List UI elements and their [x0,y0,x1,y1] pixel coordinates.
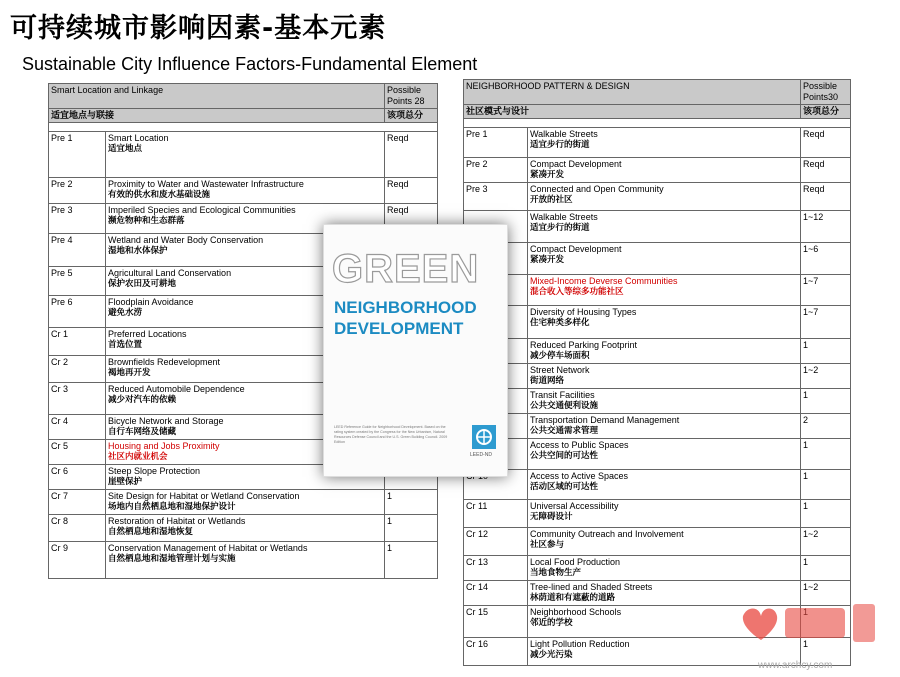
table-row [464,158,851,183]
credit-id-cell: Cr 13 [464,556,528,581]
table-points-header-cell: Possible Points30 [801,80,851,105]
credit-name-cell [528,556,801,581]
credit-name-cell [528,500,801,528]
credit-name-zh: 避免水涝 [108,308,143,318]
credit-name-zh: 自然栖息地和湿地恢复 [108,527,194,537]
credit-name-en: Imperiled Species and Ecological Communities [108,205,296,215]
credit-points-cell: 1~2 [801,528,851,556]
book-fine-print: LEED Reference Guide for Neighborhood Development. Based on the rating system created by the Congress for the New Urbanism, Natural Resources Defense Council and the U.S. Green Building Council. 2009 Edition [334,425,448,444]
credit-id-cell: Cr 8 [49,515,106,542]
credit-name-zh: 适宜步行的街道 [530,223,590,233]
table-spacer-row [49,123,438,132]
credit-name-cell [106,542,385,579]
table-points-zh-cell: 该项总分 [801,105,851,119]
credit-name-zh: 街道网络 [530,376,565,386]
credit-name-en: Restoration of Habitat or Wetlands [108,516,246,526]
credit-id-cell: Cr 5 [49,440,106,465]
table-category-cell: NEIGHBORHOOD PATTERN & DESIGN [464,80,801,105]
credit-name-zh: 紧凑开发 [530,255,565,265]
table-category-zh-cell: 社区模式与设计 [464,105,801,119]
credit-name-zh: 湿地和水体保护 [108,246,168,256]
credit-name-en: Preferred Locations [108,329,187,339]
credit-name-cell [528,183,801,211]
credit-name-cell [528,414,801,439]
credit-points-cell: Reqd [385,178,438,204]
credit-name-cell [106,515,385,542]
table-row [464,275,851,306]
book-title-nd [334,297,477,339]
credit-points-cell: 1~7 [801,275,851,306]
table-row [464,183,851,211]
credit-name-en: Neighborhood Schools [530,607,622,617]
credit-name-en: Diversity of Housing Types [530,307,637,317]
credit-name-en: Reduced Parking Footprint [530,340,638,350]
credit-name-zh: 社区参与 [530,540,565,550]
table-spacer-cell [49,123,438,132]
credit-name-zh: 公共交通需求管理 [530,426,599,436]
credit-name-cell [528,389,801,414]
credit-points-cell: 1 [801,389,851,414]
credit-points-cell: 1 [801,470,851,500]
credit-name-zh: 减少停车场面积 [530,351,590,361]
credit-points-cell: 1 [801,556,851,581]
credit-name-cell [528,339,801,364]
table-row [49,132,438,178]
credit-points-cell: 1 [385,515,438,542]
credit-id-cell: Cr 7 [49,490,106,515]
table-row [464,389,851,414]
credit-name-zh: 住宅种类多样化 [530,318,590,328]
credit-name-en: Community Outreach and Involvement [530,529,684,539]
table-row [464,306,851,339]
credit-name-en: Agricultural Land Conservation [108,268,232,278]
credit-id-cell: Pre 1 [464,128,528,158]
table-header-row [464,80,851,105]
table-row [464,128,851,158]
credit-name-en: Tree-lined and Shaded Streets [530,582,653,592]
credit-name-cell [528,158,801,183]
credit-name-en: Proximity to Water and Wastewater Infrastructure [108,179,304,189]
credit-name-zh: 开放的社区 [530,195,573,205]
credit-name-zh: 公共空间的可达性 [530,451,599,461]
credit-name-en: Housing and Jobs Proximity [108,441,220,451]
credit-name-zh: 减少光污染 [530,650,573,660]
credit-points-cell: 1 [801,500,851,528]
credit-name-en: Walkable Streets [530,212,598,222]
leed-logo-icon [472,425,496,449]
credit-name-zh: 崖壁保护 [108,477,143,487]
credit-id-cell: Cr 3 [49,383,106,415]
table-row [464,414,851,439]
credit-name-en: Mixed-Income Deverse Communities [530,276,678,286]
credit-name-cell [528,128,801,158]
page-subtitle: Sustainable City Influence Factors-Fundamental Element [22,54,478,74]
credit-points-cell: 1~12 [801,211,851,243]
credit-id-cell: Pre 3 [49,204,106,234]
credit-name-cell [528,306,801,339]
book-title-green: GREEN [332,247,480,291]
book-title-line3: DEVELOPMENT [334,319,464,338]
table-category-zh-cell: 适宜地点与联接 [49,109,385,123]
credit-id-cell: Pre 5 [49,267,106,296]
credit-name-en: Compact Development [530,244,622,254]
watermark-url: www.archcy.com [758,660,833,671]
credit-id-cell: Cr 12 [464,528,528,556]
credit-id-cell: Cr 6 [49,465,106,490]
credit-points-cell: Reqd [801,183,851,211]
credit-points-cell: 1 [801,638,851,666]
table-points-zh-cell: 该项总分 [385,109,438,123]
credit-name-zh: 自然栖息地和湿地管理计划与实施 [108,554,236,564]
neighborhood-pattern-table [463,79,851,666]
credit-name-zh: 适宜地点 [108,144,143,154]
credit-points-cell: 1 [801,439,851,470]
credit-name-cell [528,364,801,389]
credit-name-en: Access to Public Spaces [530,440,629,450]
credit-name-cell [528,243,801,275]
credit-id-cell: Pre 3 [464,183,528,211]
credit-name-cell [106,178,385,204]
credit-name-en: Steep Slope Protection [108,466,201,476]
table-row [464,439,851,470]
credit-name-en: Floodplain Avoidance [108,297,194,307]
credit-id-cell: Cr 14 [464,581,528,606]
credit-name-zh: 当地食物生产 [530,568,582,578]
credit-name-en: Compact Development [530,159,622,169]
table-row [49,178,438,204]
credit-name-en: Smart Location [108,133,169,143]
table-spacer-cell [464,119,851,128]
credit-name-en: Universal Accessibility [530,501,619,511]
table-points-header-cell: Possible Points 28 [385,84,438,109]
credit-name-cell [528,470,801,500]
credit-points-cell: Reqd [801,128,851,158]
table-header-row-zh [464,105,851,119]
table-row [464,528,851,556]
credit-name-cell [528,439,801,470]
page-title: 可持续城市影响因素-基本元素 [10,13,387,44]
table-row [464,470,851,500]
credit-id-cell: Pre 4 [49,234,106,267]
credit-name-en: Brownfields Redevelopment [108,357,221,367]
credit-name-zh: 活动区域的可达性 [530,482,599,492]
credit-name-en: Site Design for Habitat or Wetland Conservation [108,491,300,501]
credit-points-cell: 1~7 [801,306,851,339]
table-header-row-zh [49,109,438,123]
credit-name-cell [528,211,801,243]
book-title-line2: NEIGHBORHOOD [334,298,477,317]
credit-id-cell: Pre 2 [464,158,528,183]
credit-id-cell: Cr 9 [49,542,106,579]
credit-name-en: Walkable Streets [530,129,598,139]
credit-name-zh: 减少对汽车的依赖 [108,395,177,405]
credit-points-cell: 2 [801,414,851,439]
credit-name-cell [106,132,385,178]
credit-points-cell: 1~2 [801,581,851,606]
credit-name-cell [528,528,801,556]
credit-name-en: Wetland and Water Body Conservation [108,235,264,245]
table-category-cell: Smart Location and Linkage [49,84,385,109]
credit-name-en: Connected and Open Community [530,184,664,194]
credit-name-en: Light Pollution Reduction [530,639,630,649]
credit-name-zh: 保护农田及可耕地 [108,279,177,289]
credit-id-cell: Cr 4 [49,415,106,440]
table-row [49,490,438,515]
credit-points-cell: 1 [385,490,438,515]
book-cover-image [323,224,508,477]
table-row [464,364,851,389]
credit-name-en: Conservation Management of Habitat or Wetlands [108,543,308,553]
credit-name-zh: 场地内自然栖息地和湿地保护设计 [108,502,236,512]
credit-name-en: Street Network [530,365,590,375]
table-row [464,339,851,364]
credit-name-en: Bicycle Network and Storage [108,416,224,426]
credit-id-cell: Cr 11 [464,500,528,528]
credit-name-en: Transportation Demand Management [530,415,680,425]
table-row [49,542,438,579]
credit-id-cell: Cr 15 [464,606,528,638]
credit-points-cell: Reqd [385,204,438,234]
credit-name-zh: 有效的供水和废水基础设施 [108,190,211,200]
credit-id-cell: Cr 16 [464,638,528,666]
credit-name-en: Transit Facilities [530,390,595,400]
credit-name-zh: 公共交通便利设施 [530,401,599,411]
credit-name-zh: 林荫道和有遮蔽的道路 [530,593,616,603]
credit-id-cell: Cr 2 [49,356,106,383]
table-row [49,515,438,542]
credit-id-cell: Pre 1 [49,132,106,178]
credit-id-cell: Pre 6 [49,296,106,328]
credit-name-zh: 适宜步行的街道 [530,140,590,150]
credit-name-en: Local Food Production [530,557,621,567]
table-spacer-row [464,119,851,128]
credit-points-cell: 1~2 [801,364,851,389]
credit-points-cell: Reqd [801,158,851,183]
credit-name-zh: 自行车网络及储藏 [108,427,177,437]
credit-name-zh: 濒危物种和生态群落 [108,216,185,226]
credit-name-zh: 邻近的学校 [530,618,573,628]
credit-name-zh: 无障碍设计 [530,512,573,522]
table-header-row [49,84,438,109]
table-row [464,500,851,528]
credit-name-cell [528,275,801,306]
leed-logo-text: LEED-ND [470,452,492,458]
credit-name-zh: 紧凑开发 [530,170,565,180]
credit-points-cell: Reqd [385,132,438,178]
credit-id-cell: Cr 1 [49,328,106,356]
credit-name-zh: 褐地再开发 [108,368,151,378]
credit-points-cell: 1 [385,542,438,579]
table-row [464,556,851,581]
credit-name-zh: 社区内就业机会 [108,452,168,462]
table-row [464,211,851,243]
credit-name-zh: 混合收入等综多功能社区 [530,287,624,297]
credit-name-cell [106,490,385,515]
credit-name-zh: 首选位置 [108,340,143,350]
credit-id-cell: Pre 2 [49,178,106,204]
credit-name-en: Reduced Automobile Dependence [108,384,245,394]
table-row [464,243,851,275]
credit-name-en: Access to Active Spaces [530,471,629,481]
credit-points-cell: 1 [801,339,851,364]
credit-points-cell: 1~6 [801,243,851,275]
